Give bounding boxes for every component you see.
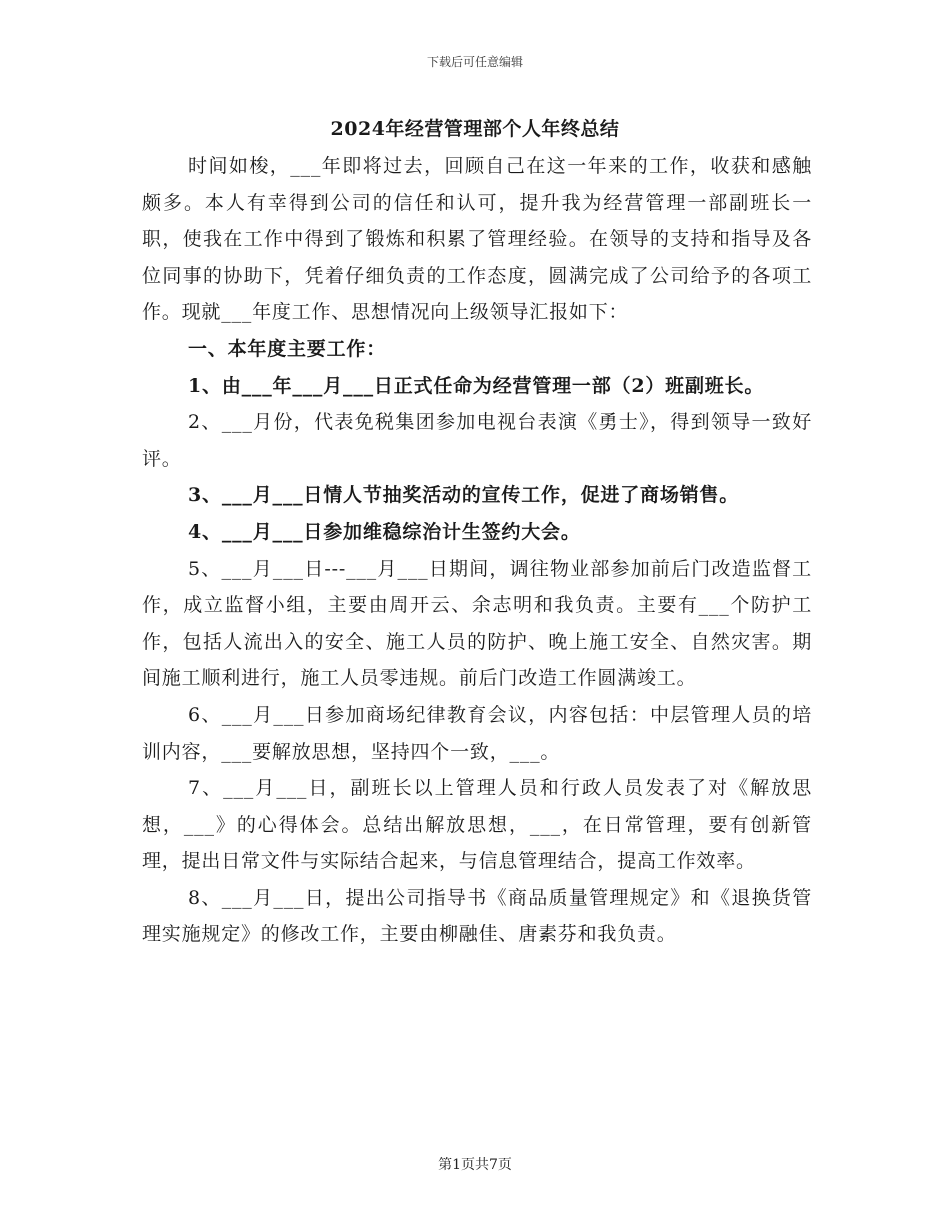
work-item-6: 6、___月___日参加商场纪律教育会议，内容包括：中层管理人员的培训内容，___要解放思想，坚持四个一致，___。 — [142, 703, 812, 763]
section-heading: 一、本年度主要工作： — [188, 337, 387, 360]
work-item-3: 3、___月___日情人节抽奖活动的宣传工作，促进了商场销售。 — [188, 484, 740, 507]
work-item-2: 2、___月份，代表免税集团参加电视台表演《勇士》，得到领导一致好评。 — [142, 411, 812, 470]
work-item-7: 7、___月___日，副班长以上管理人员和行政人员发表了对《解放思想，___》的心得体会。总结出解放思想，___，在日常管理，要有创新管理，提出日常文件与实际结合起来，与信息管理结合，提高工作效率。 — [142, 777, 812, 873]
document-title: 2024年经营管理部个人年终总结 — [330, 118, 620, 140]
work-item-1: 1、由___年___月___日正式任命为经营管理一部（2）班副班长。 — [188, 374, 765, 397]
work-item-8: 8、___月___日，提出公司指导书《商品质量管理规定》和《退换货管理实施规定》的修改工作，主要由柳融佳、唐素芬和我负责。 — [142, 886, 812, 946]
document-body — [142, 148, 812, 953]
work-item-5: 5、___月___日---___月___日期间，调往物业部参加前后门改造监督工作，成立监督小组，主要由周开云、余志明和我负责。主要有___个防护工作，包括人流出入的安全、施工人员的防护、晚上施工安全、自然灾害。期间施工顺利进行，施工人员零违规。前后门改造工作圆满竣工。 — [142, 557, 812, 690]
page-number: 第1页共7页 — [438, 1157, 512, 1173]
paragraph-intro: 时间如梭，___年即将过去，回顾自己在这一年来的工作，收获和感触颇多。本人有幸得到公司的信任和认可，提升我为经营管理一部副班长一职，使我在工作中得到了锻炼和积累了管理经验。在领导的支持和指导及各位同事的协助下，凭着仔细负责的工作态度，圆满完成了公司给予的各项工作。现就___年度工作、思想情况向上级领导汇报如下： — [142, 155, 812, 324]
work-item-4: 4、___月___日参加维稳综治计生签约大会。 — [188, 520, 581, 543]
page-header-note: 下载后可任意编辑 — [426, 55, 523, 69]
